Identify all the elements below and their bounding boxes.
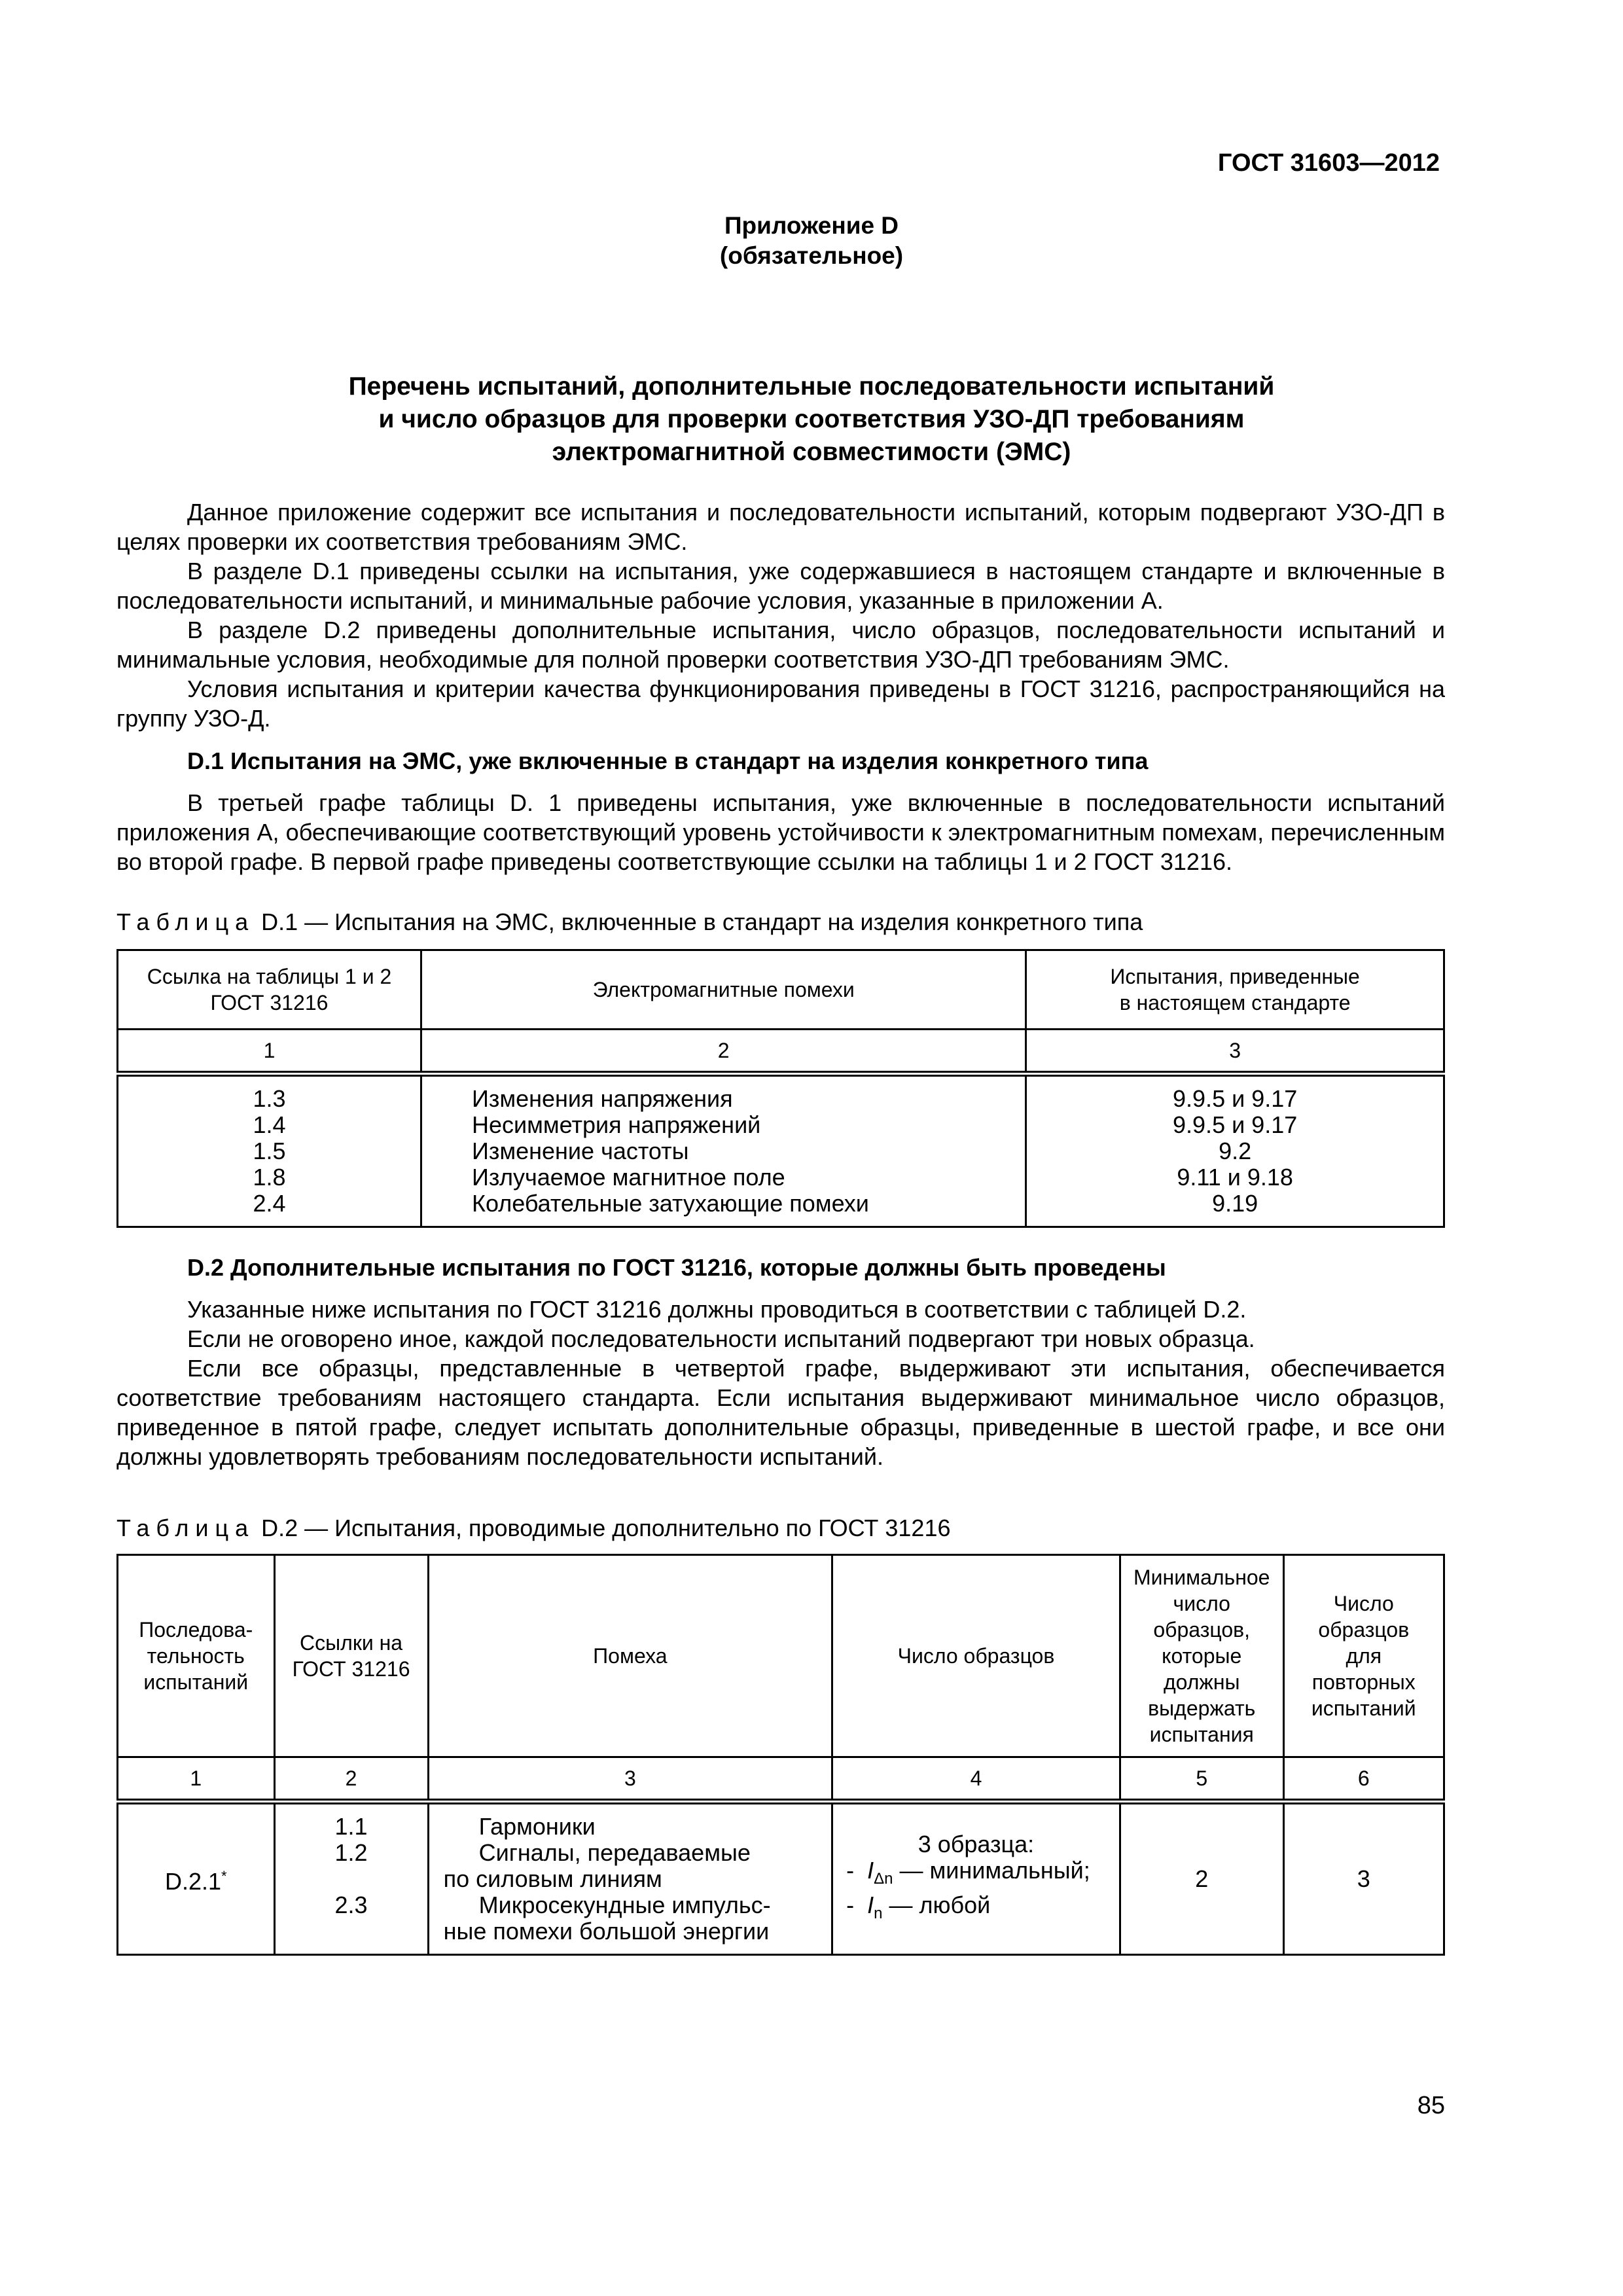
table1-test: 9.11 и 9.18 bbox=[1177, 1164, 1293, 1191]
table1-caption bbox=[116, 907, 1143, 937]
header-line: Последова- bbox=[139, 1618, 253, 1641]
table1-disturbance: Несимметрия напряжений bbox=[472, 1111, 761, 1138]
samples-text: — минимальный; bbox=[893, 1856, 1090, 1884]
section-d1-text bbox=[116, 788, 1445, 876]
table1-disturbance: Излучаемое магнитное поле bbox=[472, 1164, 785, 1191]
table1-ref: 1.3 bbox=[253, 1085, 286, 1112]
document-number: ГОСТ 31603—2012 bbox=[1217, 149, 1440, 177]
table1-disturbance: Колебательные затухающие помехи bbox=[472, 1190, 869, 1217]
table2-disturbance-line: по силовым линиям bbox=[443, 1865, 662, 1892]
header-line: Минимальное bbox=[1133, 1566, 1270, 1589]
table2-disturbance-line: ные помехи большой энергии bbox=[443, 1918, 770, 1945]
table1-header-disturbance: Электромагнитные помехи bbox=[421, 950, 1026, 1030]
table2-header-refs bbox=[274, 1555, 428, 1757]
table2-ref: 2.3 bbox=[334, 1892, 368, 1918]
table2-caption-rest: D.2 — Испытания, проводимые дополнительно по ГОСТ 31216 bbox=[255, 1515, 951, 1541]
appendix-title: Приложение D bbox=[724, 212, 899, 239]
intro-paragraph: В разделе D.2 приведены дополнительные испытания, число образцов, последовательности испытаний и минимальные условия, необходимые для полной проверки соответствия УЗО-ДП требованиям ЭМС. bbox=[116, 617, 1445, 673]
header-line: ГОСТ 31216 bbox=[210, 991, 329, 1014]
header-line: выдержать bbox=[1148, 1696, 1256, 1720]
intro-text bbox=[116, 497, 1445, 733]
footnote-mark: * bbox=[221, 1868, 227, 1884]
table1-header-tests bbox=[1026, 950, 1444, 1030]
header-line: для bbox=[1346, 1644, 1382, 1668]
header-line: ГОСТ 31216 bbox=[292, 1657, 410, 1681]
header-line: Число bbox=[1333, 1592, 1394, 1615]
table2-disturbance-cell bbox=[428, 1802, 832, 1955]
table1-tests-cell bbox=[1026, 1074, 1444, 1227]
page-number: 85 bbox=[1417, 2092, 1445, 2119]
section-d1-heading: D.1 Испытания на ЭМС, уже включенные в стандарт на изделия конкретного типа bbox=[187, 747, 1149, 774]
intro-paragraph: Условия испытания и критерии качества функционирования приведены в ГОСТ 31216, распространяющийся на группу УЗО-Д. bbox=[116, 675, 1445, 732]
table2-disturbance-line: Микросекундные импульс- bbox=[478, 1892, 771, 1918]
table1-refs-cell bbox=[118, 1074, 421, 1227]
main-title-line: Перечень испытаний, дополнительные последовательности испытаний bbox=[348, 372, 1275, 401]
table1-col-number: 2 bbox=[421, 1030, 1026, 1074]
section-d2-paragraph: Если все образцы, представленные в четвертой графе, выдерживают эти испытания, обеспечивается соответствие требованиям настоящего стандарта. Если испытания выдерживают минимальное число образцов, приведенное в пятой графе, следует испытать дополнительные образцы, приведенные в шестой графе, и все они должны удовлетворять требованиям последовательности испытаний. bbox=[116, 1355, 1445, 1470]
table2-header-disturbance: Помеха bbox=[428, 1555, 832, 1757]
main-title-line: и число образцов для проверки соответствия УЗО-ДП требованиям bbox=[378, 405, 1245, 433]
appendix-status: (обязательное) bbox=[719, 242, 904, 269]
table2-retest-samples-cell: 3 bbox=[1283, 1802, 1444, 1955]
table2-disturbance-line: Гармоники bbox=[478, 1813, 596, 1840]
table1-test: 9.9.5 и 9.17 bbox=[1173, 1111, 1298, 1138]
table1-disturbance: Изменение частоты bbox=[472, 1138, 689, 1164]
header-line: Ссылка на таблицы 1 и 2 bbox=[147, 965, 392, 988]
table2-ref: 1.2 bbox=[334, 1839, 368, 1866]
table2-min-samples-cell: 2 bbox=[1120, 1802, 1283, 1955]
table2-col-number: 4 bbox=[832, 1757, 1120, 1802]
section-d2-paragraph: Указанные ниже испытания по ГОСТ 31216 должны проводиться в соответствии с таблицей D.2. bbox=[187, 1296, 1247, 1323]
header-line: должны bbox=[1163, 1670, 1240, 1694]
section-d2-text bbox=[116, 1295, 1445, 1471]
samples-text: — любой bbox=[882, 1892, 991, 1918]
table-d1 bbox=[116, 949, 1445, 1228]
header-line: образцов bbox=[1318, 1618, 1410, 1641]
table2-header-retest-samples bbox=[1283, 1555, 1444, 1757]
header-line: число bbox=[1173, 1592, 1230, 1615]
section-d2-paragraph: Если не оговорено иное, каждой последовательности испытаний подвергают три новых образца. bbox=[187, 1325, 1255, 1352]
current-subscript: Δn bbox=[874, 1870, 893, 1888]
current-symbol: I bbox=[867, 1856, 874, 1884]
appendix-heading bbox=[0, 211, 1623, 271]
intro-paragraph: Данное приложение содержит все испытания и последовательности испытаний, которым подвергают УЗО-ДП в целях проверки их соответствия требованиям ЭМС. bbox=[116, 499, 1445, 555]
table1-ref: 2.4 bbox=[253, 1190, 286, 1217]
table2-caption-word: Таблица bbox=[116, 1515, 255, 1541]
section-d1-paragraph: В третьей графе таблицы D. 1 приведены испытания, уже включенные в последовательности испытаний приложения А, обеспечивающие соответствующий уровень устойчивости к электромагнитным помехам, перечисленным во второй графе. В первой графе приведены соответствующие ссылки на таблицы 1 и 2 ГОСТ 31216. bbox=[116, 789, 1445, 875]
table2-col-number: 5 bbox=[1120, 1757, 1283, 1802]
header-line: Ссылки на bbox=[300, 1631, 403, 1655]
list-dash: - bbox=[846, 1892, 855, 1918]
header-line: которые bbox=[1162, 1644, 1242, 1668]
header-line: испытаний bbox=[1311, 1696, 1416, 1720]
list-dash: - bbox=[846, 1856, 855, 1884]
table2-col-number: 2 bbox=[274, 1757, 428, 1802]
table1-col-number: 3 bbox=[1026, 1030, 1444, 1074]
table2-refs-cell bbox=[274, 1802, 428, 1955]
header-line: повторных bbox=[1311, 1670, 1416, 1694]
table2-ref: 1.1 bbox=[334, 1813, 368, 1840]
table1-caption-word: Таблица bbox=[116, 908, 255, 935]
header-line: испытаний bbox=[143, 1670, 249, 1694]
section-d2-heading: D.2 Дополнительные испытания по ГОСТ 31216, которые должны быть проведены bbox=[187, 1254, 1166, 1281]
table2-header-samples: Число образцов bbox=[832, 1555, 1120, 1757]
table2-col-number: 3 bbox=[428, 1757, 832, 1802]
table1-test: 9.9.5 и 9.17 bbox=[1173, 1085, 1298, 1112]
table2-sequence-cell bbox=[118, 1802, 275, 1955]
table2-samples-line bbox=[846, 1892, 1106, 1927]
table1-header-ref bbox=[118, 950, 421, 1030]
table2-col-number: 1 bbox=[118, 1757, 275, 1802]
table1-ref: 1.5 bbox=[253, 1138, 286, 1164]
table1-test: 9.19 bbox=[1212, 1190, 1258, 1217]
main-title-line: электромагнитной совместимости (ЭМС) bbox=[552, 438, 1071, 466]
header-line: образцов, bbox=[1153, 1618, 1251, 1641]
table2-disturbance-line: Сигналы, передаваемые bbox=[478, 1839, 751, 1866]
main-title bbox=[0, 370, 1623, 469]
header-line: в настоящем стандарте bbox=[1119, 991, 1351, 1014]
intro-paragraph: В разделе D.1 приведены ссылки на испытания, уже содержавшиеся в настоящем стандарте и включенные в последовательности испытаний, и минимальные рабочие условия, указанные в приложении А. bbox=[116, 558, 1445, 614]
table1-disturbances-cell bbox=[421, 1074, 1026, 1227]
table2-samples-cell bbox=[832, 1802, 1120, 1955]
table1-disturbance: Изменения напряжения bbox=[472, 1085, 733, 1112]
table1-ref: 1.4 bbox=[253, 1111, 286, 1138]
header-line: тельность bbox=[147, 1644, 245, 1668]
table2-caption bbox=[116, 1513, 951, 1543]
table2-sequence: D.2.1 bbox=[164, 1868, 221, 1895]
table2-header-min-samples bbox=[1120, 1555, 1283, 1757]
table1-caption-rest: D.1 — Испытания на ЭМС, включенные в стандарт на изделия конкретного типа bbox=[255, 908, 1143, 935]
current-subscript: n bbox=[874, 1905, 883, 1923]
table1-ref: 1.8 bbox=[253, 1164, 286, 1191]
table2-col-number: 6 bbox=[1283, 1757, 1444, 1802]
header-line: испытания bbox=[1149, 1723, 1254, 1746]
table-d2 bbox=[116, 1554, 1445, 1956]
table1-test: 9.2 bbox=[1219, 1138, 1252, 1164]
current-symbol: I bbox=[867, 1892, 874, 1918]
table2-samples-line bbox=[846, 1857, 1106, 1892]
header-line: Испытания, приведенные bbox=[1110, 965, 1360, 988]
table2-header-sequence bbox=[118, 1555, 275, 1757]
table1-col-number: 1 bbox=[118, 1030, 421, 1074]
table2-samples-title: 3 образца: bbox=[918, 1830, 1035, 1857]
